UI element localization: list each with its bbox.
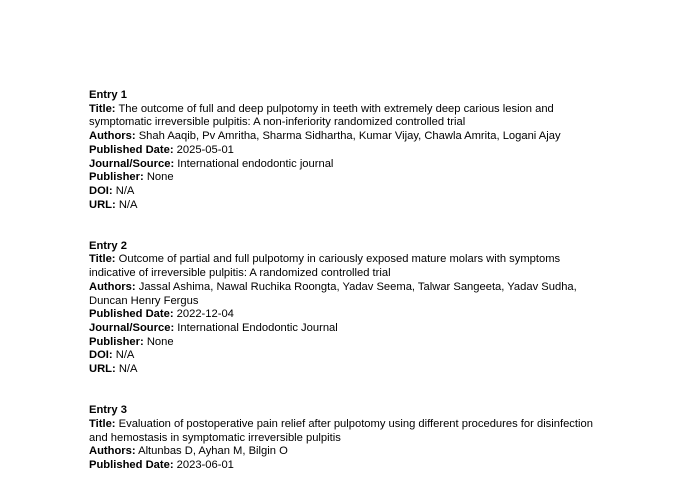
field-label: Publisher:: [89, 335, 144, 348]
published-value: 2025-05-01: [176, 143, 234, 156]
field-label: Published Date:: [89, 143, 174, 156]
field-label: Authors:: [89, 130, 136, 143]
publisher-field: [89, 336, 609, 350]
doi-field: [89, 185, 609, 199]
field-label: DOI:: [89, 349, 113, 362]
field-label: Published Date:: [89, 458, 174, 471]
url-value: N/A: [118, 363, 138, 376]
document-body: [89, 89, 609, 500]
field-label: Authors:: [89, 280, 136, 293]
publisher-field: [89, 171, 609, 185]
field-label: Title:: [89, 102, 116, 115]
authors-field: [89, 281, 609, 308]
journal-field: [89, 322, 609, 336]
field-label: Published Date:: [89, 308, 174, 321]
published-value: 2023-06-01: [176, 458, 234, 471]
field-label: Title:: [89, 417, 116, 430]
title-field: [89, 253, 609, 280]
doi-value: N/A: [115, 349, 135, 362]
entry-heading: Entry 2: [89, 239, 127, 252]
doi-field: [89, 349, 609, 363]
doi-value: N/A: [115, 184, 135, 197]
field-label: URL:: [89, 198, 116, 211]
field-label: Journal/Source:: [89, 321, 175, 334]
journal-value: International endodontic journal: [177, 157, 334, 170]
entry-heading: Entry 1: [89, 89, 127, 101]
field-label: Title:: [89, 253, 116, 266]
journal-field: [89, 158, 609, 172]
url-value: N/A: [118, 198, 138, 211]
title-value: The outcome of full and deep pulpotomy in teeth with extremely deep carious lesion and symptomatic irreversible pulpitis: A non-inferiority randomized controlled trial: [89, 102, 554, 129]
authors-value: Altunbas D, Ayhan M, Bilgin O: [138, 445, 288, 458]
title-field: [89, 418, 609, 445]
published-field: [89, 308, 609, 322]
journal-value: International Endodontic Journal: [177, 321, 338, 334]
title-value: Evaluation of postoperative pain relief after pulpotomy using different procedures for disinfection and hemostasis in symptomatic irreversible pulpitis: [89, 417, 593, 444]
title-field: [89, 103, 609, 130]
title-value: Outcome of partial and full pulpotomy in cariously exposed mature molars with symptoms indicative of irreversible pulpitis: A randomized controlled trial: [89, 253, 561, 280]
published-field: [89, 144, 609, 158]
publisher-value: None: [146, 171, 174, 184]
field-label: URL:: [89, 363, 116, 376]
entry-2: [89, 240, 609, 377]
url-field: [89, 363, 609, 377]
authors-value: Shah Aaqib, Pv Amritha, Sharma Sidhartha, Kumar Vijay, Chawla Amrita, Logani Ajay: [138, 130, 561, 143]
field-label: Authors:: [89, 445, 136, 458]
authors-field: [89, 130, 609, 144]
field-label: Journal/Source:: [89, 157, 175, 170]
url-field: [89, 199, 609, 213]
field-label: DOI:: [89, 184, 113, 197]
field-label: Publisher:: [89, 171, 144, 184]
published-field: [89, 459, 609, 473]
authors-value: Jassal Ashima, Nawal Ruchika Roongta, Yadav Seema, Talwar Sangeeta, Yadav Sudha, Duncan Henry Fergus: [89, 280, 577, 307]
authors-field: [89, 445, 609, 459]
published-value: 2022-12-04: [176, 308, 234, 321]
entry-heading: Entry 3: [89, 404, 127, 417]
entry-1: [89, 89, 609, 212]
publisher-value: None: [146, 335, 174, 348]
entry-3: [89, 404, 609, 473]
